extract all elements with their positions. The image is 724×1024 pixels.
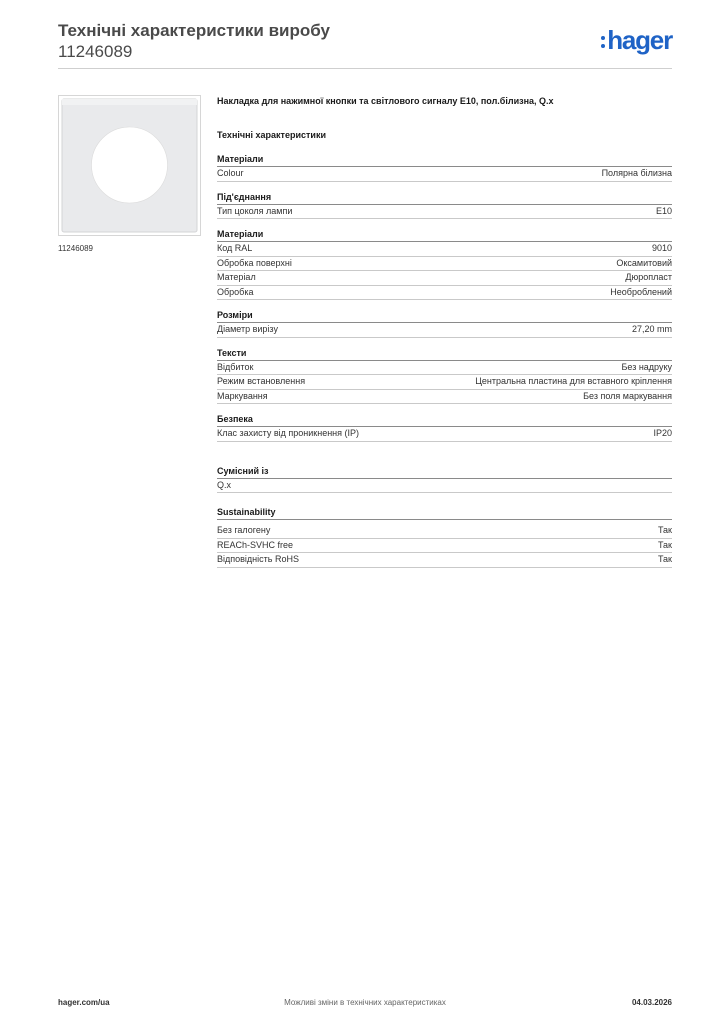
spec-row: [217, 286, 672, 301]
document-title: Технічні характеристики виробу: [58, 21, 330, 40]
spec-row: [217, 257, 672, 272]
group-title: Сумісний із: [217, 466, 672, 479]
spec-label: Q.x: [217, 479, 232, 490]
spec-value: Так: [657, 539, 672, 550]
spec-value: IP20: [653, 428, 672, 438]
spec-value: Дюропласт: [625, 272, 672, 282]
spec-label: Маркування: [217, 390, 268, 401]
spec-label: Обробка: [217, 286, 254, 297]
spec-value: E10: [655, 205, 672, 216]
group-title: Безпека: [217, 414, 672, 427]
spec-label: Тип цоколя лампи: [217, 205, 293, 216]
spec-group: [217, 348, 672, 405]
spec-row: [217, 553, 672, 568]
group-title: Матеріали: [217, 229, 672, 242]
spec-value: 9010: [651, 243, 672, 253]
spec-row: [217, 390, 672, 405]
spec-row: [217, 479, 672, 494]
spec-group: [217, 310, 672, 338]
section-heading: Технічні характеристики: [217, 130, 326, 140]
product-image: [58, 95, 201, 236]
spec-value: Без надруку: [621, 361, 672, 372]
spec-group: [217, 154, 672, 182]
document-header: [58, 20, 330, 62]
document-number: 11246089: [58, 42, 133, 61]
spec-label: Код RAL: [217, 243, 253, 253]
spec-label: Відбиток: [217, 361, 254, 372]
spec-label: Без галогену: [217, 525, 271, 535]
spec-group: [217, 414, 672, 442]
hager-logo: [601, 26, 672, 54]
spec-row: [217, 167, 672, 182]
group-title: Sustainability: [217, 507, 672, 520]
spec-label: Обробка поверхні: [217, 257, 292, 268]
spec-row: [217, 427, 672, 442]
spec-value: Необроблений: [610, 286, 672, 297]
spec-row: [217, 361, 672, 376]
spec-content: [217, 95, 672, 578]
spec-label: Відповідність RoHS: [217, 554, 299, 564]
spec-label: Colour: [217, 168, 244, 178]
footer-website-link[interactable]: hager.com/ua: [58, 998, 110, 1007]
spec-row: [217, 323, 672, 338]
spec-value: Полярна білизна: [601, 168, 672, 178]
spec-group: [217, 229, 672, 300]
spec-value: Центральна пластина для вставного кріплення: [475, 376, 672, 386]
header-divider: [58, 68, 672, 69]
spec-row: [217, 524, 672, 539]
footer-date: 04.03.2026: [631, 998, 672, 1007]
spec-row: [217, 539, 672, 554]
spec-value: Оксамитовий: [616, 257, 672, 268]
spec-value: Так: [657, 525, 672, 535]
spec-row: [217, 271, 672, 286]
footer-disclaimer: Можливі зміни в технічних характеристиках: [284, 998, 446, 1007]
spec-group: [217, 466, 672, 494]
spec-row: [217, 205, 672, 220]
spec-row: [217, 242, 672, 257]
spec-label: Матеріал: [217, 272, 256, 282]
spec-label: Діаметр вирізу: [217, 324, 278, 334]
spec-row: [217, 375, 672, 390]
spec-label: Клас захисту від проникнення (IP): [217, 428, 360, 438]
group-title: Тексти: [217, 348, 672, 361]
logo-dots-icon: [601, 36, 605, 48]
spec-group: [217, 192, 672, 220]
spec-group: [217, 507, 672, 568]
group-title: Під'єднання: [217, 192, 672, 205]
spec-label: REACh-SVHC free: [217, 539, 294, 550]
group-title: Матеріали: [217, 154, 672, 167]
logo-text: hager: [607, 25, 672, 55]
spec-value: 27,20 mm: [631, 324, 672, 334]
spec-value: Так: [657, 554, 672, 564]
image-caption: 11246089: [58, 244, 93, 253]
group-title: Розміри: [217, 310, 672, 323]
product-name: Накладка для нажимної кнопки та світлового сигналу E10, пол.білизна, Q.x: [217, 96, 554, 106]
spec-value: Без поля маркування: [583, 390, 672, 401]
spec-label: Режим встановлення: [217, 376, 306, 386]
